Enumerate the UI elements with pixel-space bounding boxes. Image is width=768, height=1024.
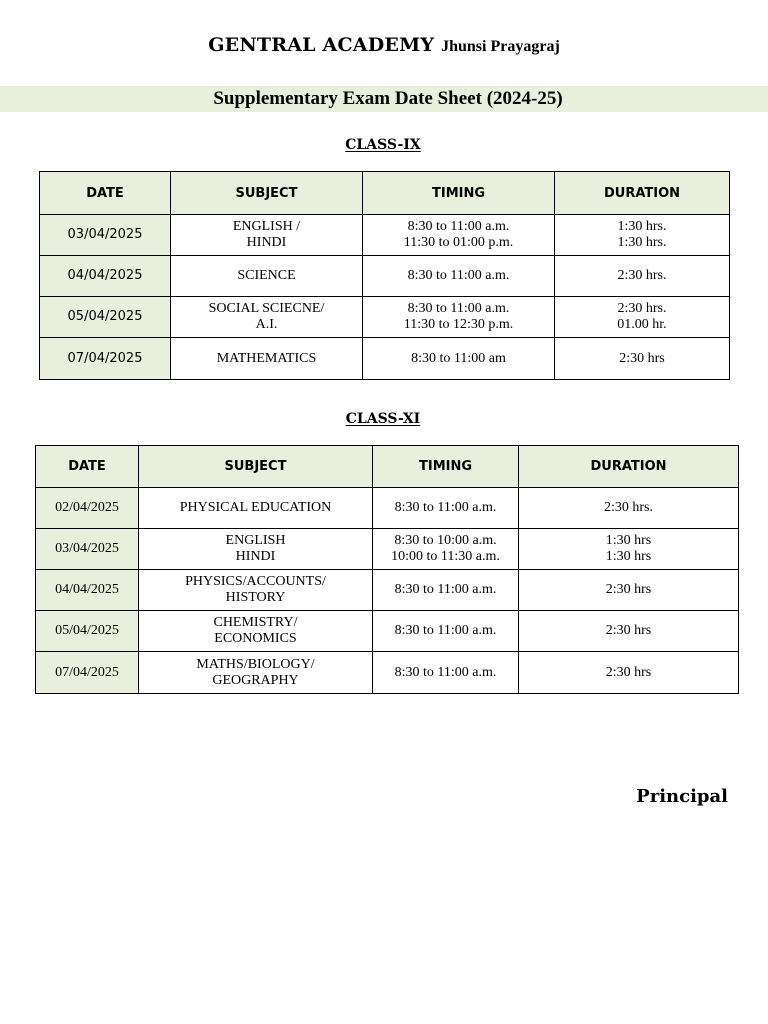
date-cell: 04/04/2025 <box>36 570 139 611</box>
timing-cell <box>363 338 555 380</box>
timing-line: 10:00 to 11:30 a.m. <box>391 549 500 564</box>
table-row <box>36 611 739 652</box>
principal-signature: Principal <box>636 786 728 807</box>
table-header-row <box>40 172 730 215</box>
timing-line: 11:30 to 01:00 p.m. <box>403 235 514 250</box>
class-ix-heading: CLASS-IX <box>345 137 421 153</box>
timing-line: 11:30 to 12:30 p.m. <box>403 317 514 332</box>
date-cell: 07/04/2025 <box>40 338 171 380</box>
school-location: Jhunsi Prayagraj <box>441 38 560 55</box>
duration-line: 2:30 hrs <box>605 582 652 597</box>
school-name: GENTRAL ACADEMY <box>208 34 435 56</box>
subject-line: HINDI <box>235 549 276 564</box>
subject-cell <box>171 297 363 338</box>
duration-line: 2:30 hrs. <box>604 500 653 515</box>
column-header-subject: SUBJECT <box>171 172 363 215</box>
timing-line: 8:30 to 11:00 a.m. <box>407 268 510 283</box>
duration-cell <box>519 488 739 529</box>
subject-line: PHYSICAL EDUCATION <box>179 500 332 515</box>
class-xi-table <box>35 445 739 694</box>
subject-line: SCIENCE <box>237 268 296 283</box>
column-header-duration: DURATION <box>519 446 739 488</box>
date-cell: 07/04/2025 <box>36 652 139 694</box>
timing-line: 8:30 to 10:00 a.m. <box>394 533 497 548</box>
table-row <box>40 338 730 380</box>
duration-line: 2:30 hrs <box>605 664 652 680</box>
table-row <box>40 215 730 256</box>
timing-cell <box>373 570 519 611</box>
subject-line: SOCIAL SCIECNE/ <box>208 301 325 316</box>
subject-cell <box>139 652 373 694</box>
subject-cell <box>139 488 373 529</box>
table-row <box>40 297 730 338</box>
subject-line: MATHS/BIOLOGY/ <box>196 656 315 672</box>
date-cell: 02/04/2025 <box>36 488 139 529</box>
timing-line: 8:30 to 11:00 am <box>411 350 506 366</box>
class-xi-heading: CLASS-XI <box>345 411 421 427</box>
duration-cell <box>555 215 730 256</box>
subject-line: ENGLISH / <box>232 219 301 234</box>
date-cell: 03/04/2025 <box>40 215 171 256</box>
subject-cell <box>139 529 373 570</box>
timing-cell <box>373 652 519 694</box>
subject-cell <box>171 338 363 380</box>
column-header-date: DATE <box>36 446 139 488</box>
duration-line: 2:30 hrs. <box>617 301 667 316</box>
timing-line: 8:30 to 11:00 a.m. <box>394 582 497 597</box>
table-row <box>40 256 730 297</box>
duration-line: 1:30 hrs. <box>617 219 667 234</box>
subject-cell <box>139 570 373 611</box>
table-row <box>36 488 739 529</box>
duration-cell <box>519 652 739 694</box>
subject-cell <box>171 256 363 297</box>
duration-cell <box>519 529 739 570</box>
duration-cell <box>555 297 730 338</box>
duration-line: 2:30 hrs <box>619 350 665 366</box>
timing-line: 8:30 to 11:00 a.m. <box>394 664 497 680</box>
table-row <box>36 570 739 611</box>
subject-line: GEOGRAPHY <box>212 672 299 688</box>
duration-line: 1:30 hrs. <box>617 235 667 250</box>
date-cell: 05/04/2025 <box>36 611 139 652</box>
date-cell: 03/04/2025 <box>36 529 139 570</box>
timing-cell <box>363 215 555 256</box>
duration-line: 2:30 hrs <box>605 623 652 638</box>
duration-cell <box>519 611 739 652</box>
timing-line: 8:30 to 11:00 a.m. <box>394 500 497 515</box>
subject-line: CHEMISTRY/ <box>213 615 298 630</box>
duration-cell <box>519 570 739 611</box>
column-header-date: DATE <box>40 172 171 215</box>
duration-line: 1:30 hrs <box>605 549 652 564</box>
column-header-timing: TIMING <box>373 446 519 488</box>
table-header-row <box>36 446 739 488</box>
table-row <box>36 529 739 570</box>
subject-line: MATHEMATICS <box>216 350 317 366</box>
class-ix-table <box>39 171 730 380</box>
timing-line: 8:30 to 11:00 a.m. <box>407 219 510 234</box>
subject-line: ECONOMICS <box>214 631 297 646</box>
duration-line: 01.00 hr. <box>617 317 667 332</box>
timing-cell <box>363 256 555 297</box>
timing-line: 8:30 to 11:00 a.m. <box>394 623 497 638</box>
table-row <box>36 652 739 694</box>
timing-cell <box>373 529 519 570</box>
column-header-timing: TIMING <box>363 172 555 215</box>
date-cell: 04/04/2025 <box>40 256 171 297</box>
subject-cell <box>171 215 363 256</box>
column-header-subject: SUBJECT <box>139 446 373 488</box>
timing-cell <box>363 297 555 338</box>
subject-line: A.I. <box>255 317 278 332</box>
class-ix-rows <box>40 215 730 380</box>
subject-cell <box>139 611 373 652</box>
subject-line: HINDI <box>246 235 287 250</box>
subject-line: ENGLISH <box>225 533 286 548</box>
school-header <box>0 34 768 56</box>
timing-line: 8:30 to 11:00 a.m. <box>407 301 510 316</box>
timing-cell <box>373 611 519 652</box>
duration-line: 1:30 hrs <box>605 533 652 548</box>
subject-line: HISTORY <box>225 590 286 605</box>
subject-line: PHYSICS/ACCOUNTS/ <box>185 574 326 589</box>
duration-cell <box>555 256 730 297</box>
class-xi-rows <box>36 488 739 694</box>
date-cell: 05/04/2025 <box>40 297 171 338</box>
timing-cell <box>373 488 519 529</box>
column-header-duration: DURATION <box>555 172 730 215</box>
duration-line: 2:30 hrs. <box>617 268 667 283</box>
page-title: Supplementary Exam Date Sheet (2024-25) <box>213 88 563 109</box>
duration-cell <box>555 338 730 380</box>
